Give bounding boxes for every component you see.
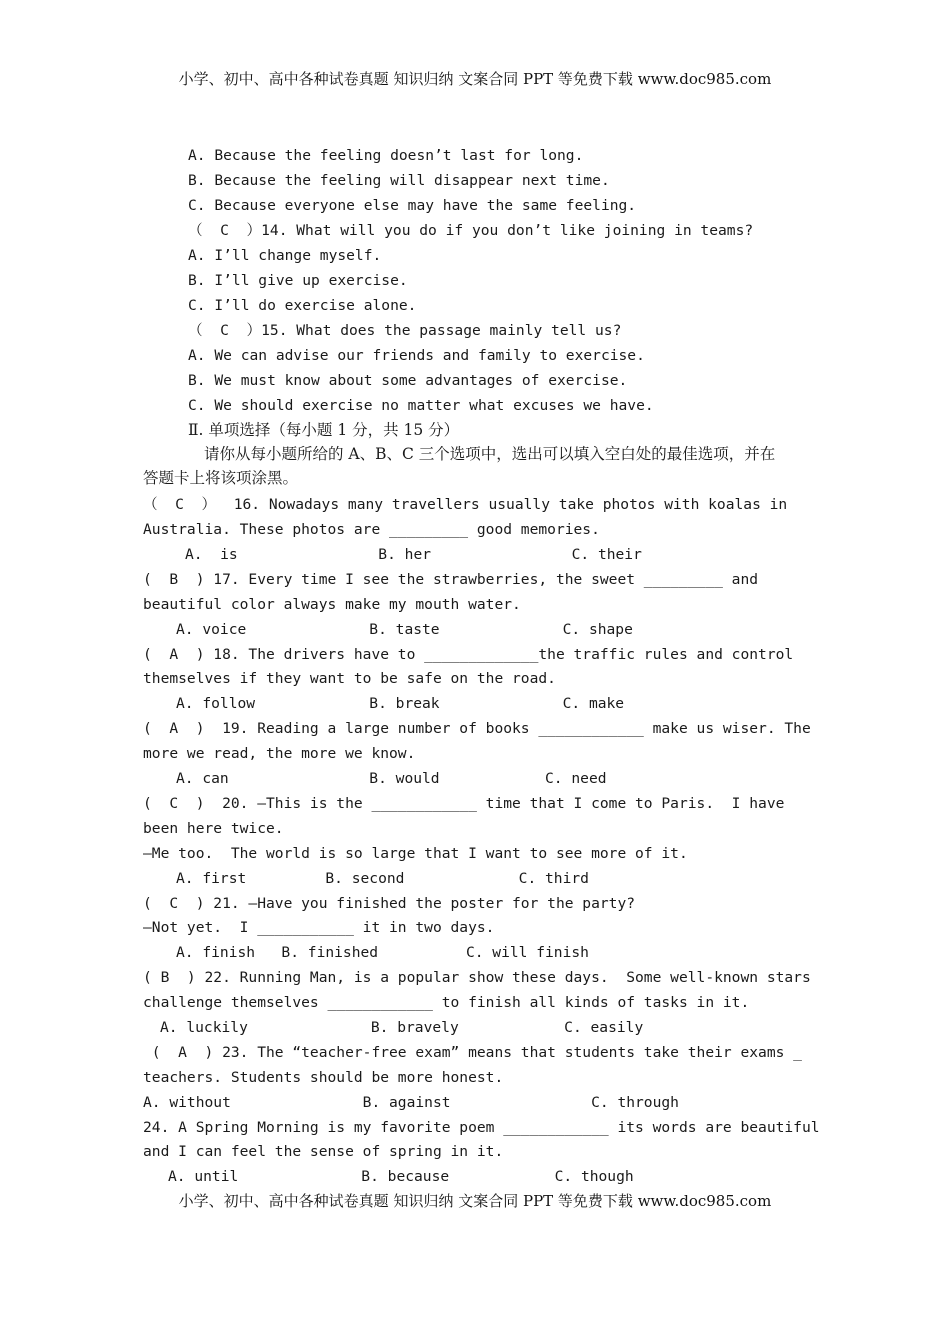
q21-options: A. finish B. finished C. will finish	[176, 944, 589, 961]
question-22-cont: challenge themselves ____________ to finish all kinds of tasks in it.	[143, 994, 750, 1011]
question-24: 24. A Spring Morning is my favorite poem ____________ its words are beautiful	[143, 1119, 820, 1136]
question-17: ( B ) 17. Every time I see the strawberries, the sweet _________ and	[143, 571, 759, 588]
q22-options: A. luckily B. bravely C. easily	[160, 1019, 644, 1036]
q24-options: A. until B. because C. though	[168, 1168, 634, 1185]
page-footer-banner: 小学、初中、高中各种试卷真题 知识归纳 文案合同 PPT 等免费下载 www.doc985.com	[178, 1192, 772, 1210]
question-16-cont: Australia. These photos are _________ good memories.	[143, 521, 600, 538]
question-19: ( A ) 19. Reading a large number of books ____________ make us wiser. The	[143, 720, 811, 737]
question-22: ( B ) 22. Running Man, is a popular show these days. Some well-known stars	[143, 969, 811, 986]
question-19-cont: more we read, the more we know.	[143, 745, 416, 762]
question-23-cont: teachers. Students should be more honest.	[143, 1069, 504, 1086]
question-14: （ C ）14. What will you do if you don’t like joining in teams?	[188, 222, 754, 239]
page-header-banner: 小学、初中、高中各种试卷真题 知识归纳 文案合同 PPT 等免费下载 www.doc985.com	[178, 70, 772, 88]
question-21-reply: —Not yet. I ___________ it in two days.	[143, 919, 495, 936]
q16-options: A. is B. her C. their	[185, 546, 642, 563]
q23-options: A. without B. against C. through	[143, 1094, 679, 1111]
q15-option-b: B. We must know about some advantages of exercise.	[188, 372, 628, 389]
question-16: （ C ） 16. Nowadays many travellers usually take photos with koalas in	[143, 496, 788, 513]
question-20-reply: —Me too. The world is so large that I want to see more of it.	[143, 845, 688, 862]
q20-options: A. first B. second C. third	[176, 870, 589, 887]
question-21: ( C ) 21. —Have you finished the poster for the party?	[143, 895, 636, 912]
q15-option-a: A. We can advise our friends and family to exercise.	[188, 347, 645, 364]
q14-option-c: C. I’ll do exercise alone.	[188, 297, 417, 314]
question-15: （ C ）15. What does the passage mainly tell us?	[188, 322, 622, 339]
question-17-cont: beautiful color always make my mouth water.	[143, 596, 521, 613]
q17-options: A. voice B. taste C. shape	[176, 621, 633, 638]
q18-options: A. follow B. break C. make	[176, 695, 625, 712]
q15-option-c: C. We should exercise no matter what excuses we have.	[188, 397, 654, 414]
section-2-instructions-cont: 答题卡上将该项涂黑。	[143, 469, 299, 487]
q19-options: A. can B. would C. need	[176, 770, 607, 787]
question-24-cont: and I can feel the sense of spring in it.	[143, 1143, 504, 1160]
question-18-cont: themselves if they want to be safe on the road.	[143, 670, 556, 687]
q14-option-a: A. I’ll change myself.	[188, 247, 382, 264]
q13-option-c: C. Because everyone else may have the same feeling.	[188, 197, 637, 214]
section-2-heading: Ⅱ. 单项选择（每小题 1 分，共 15 分）	[188, 421, 460, 439]
q13-option-a: A. Because the feeling doesn’t last for long.	[188, 147, 584, 164]
question-20: ( C ) 20. —This is the ____________ time that I come to Paris. I have	[143, 795, 785, 812]
question-18: ( A ) 18. The drivers have to _____________the traffic rules and control	[143, 646, 794, 663]
question-23: ( A ) 23. The “teacher-free exam” means that students take their exams _	[143, 1044, 802, 1061]
q14-option-b: B. I’ll give up exercise.	[188, 272, 408, 289]
q13-option-b: B. Because the feeling will disappear next time.	[188, 172, 610, 189]
question-20-cont: been here twice.	[143, 820, 284, 837]
section-2-instructions: 请你从每小题所给的 A、B、C 三个选项中，选出可以填入空白处的最佳选项，并在	[204, 445, 776, 463]
